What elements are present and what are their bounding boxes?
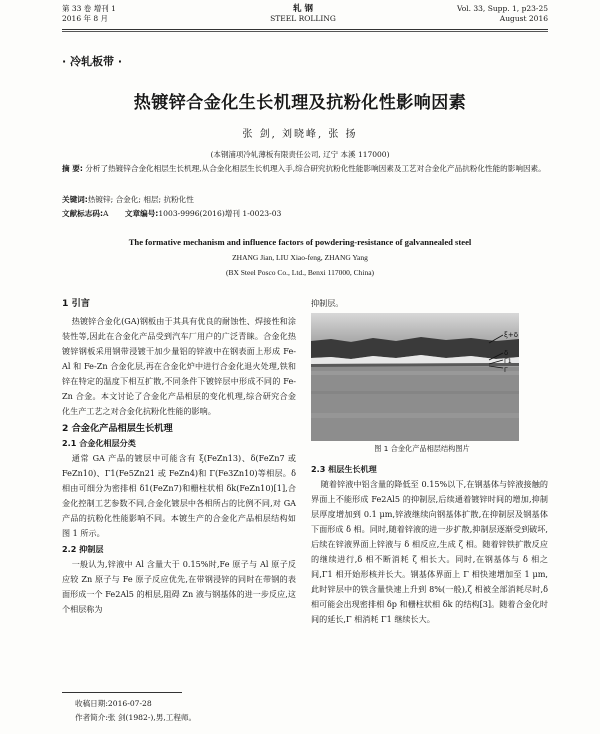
abstract-label: 摘 要: bbox=[62, 164, 83, 173]
heading-introduction: 1 引言 bbox=[62, 298, 90, 309]
header-rule bbox=[62, 29, 548, 30]
inhibition-layer-paragraph: 一般认为,锌液中 Al 含量大于 0.15%时,Fe 原子与 Al 原子反应较 Zn 原子与 Fe 原子反应优先,在带钢浸锌的同时在带钢的表面形成一个 Fe2Al5 的相层,阻碍 Zn 液与钢基体的进一步反应,这个相层称为 bbox=[62, 559, 296, 614]
label-gamma1: Γ1 bbox=[504, 357, 512, 365]
article-label: 文章编号: bbox=[124, 209, 159, 218]
classification bbox=[62, 208, 281, 219]
volume-pages: Vol. 33, Supp. 1, p23-25 August 2016 bbox=[456, 4, 548, 23]
keywords bbox=[62, 194, 194, 205]
substrate-streak-3 bbox=[311, 413, 519, 418]
lead-text: 抑制层。 bbox=[311, 298, 344, 308]
header-rule-thin bbox=[62, 31, 548, 32]
label-xi-delta: ξ+δ bbox=[504, 331, 519, 339]
journal-name: 轧 钢 STEEL ROLLING bbox=[270, 4, 336, 23]
english-affiliation: (BX Steel Posco Co., Ltd., Benxi 117000, China) bbox=[225, 268, 375, 277]
received-date: 收稿日期:2016-07-28 bbox=[75, 699, 152, 708]
substrate-streak-1 bbox=[311, 371, 519, 375]
figure-caption: 图 1 合金化产品相层结构图片 bbox=[374, 444, 470, 453]
abstract bbox=[62, 163, 548, 175]
authors: 张 剑, 刘晓峰, 张 扬 bbox=[242, 129, 358, 140]
right-column-lead bbox=[311, 296, 548, 311]
coating-top-region bbox=[311, 313, 519, 341]
author-intro: 作者简介:张 剑(1982-),男,工程师。 bbox=[75, 713, 197, 722]
phase-classification-paragraph: 通常 GA 产品的镀层中可能含有 ξ(FeZn13)、δ(FeZn7 或 FeZn10)、Γ1(Fe5Zn21 或 FeZn4)和 Γ(Fe3Zn10)等相层。δ 相由可细分为密排相 δ1(FeZn7)和栅柱状相 δk(FeZn10)[1],合金化控制工艺参数不同,合金化镀层中各相所占的比例不同,对 GA 产品的抗粉化性能影响不同。本镀生产的合金化产品相层结构如图 1 所示。 bbox=[62, 453, 296, 538]
english-authors: ZHANG Jian, LIU Xiao-feng, ZHANG Yang bbox=[232, 253, 368, 262]
right-column bbox=[311, 462, 548, 627]
page-title: 热镀锌合金化生长机理及抗粉化性影响因素 bbox=[133, 93, 467, 113]
affiliation: (本钢浦项冷轧薄板有限责任公司, 辽宁 本溪 117000) bbox=[210, 150, 390, 159]
keywords-label: 关键词: bbox=[62, 195, 88, 204]
clc-value: A bbox=[103, 209, 109, 218]
article-value: 1003-9996(2016)增刊 1-0023-03 bbox=[158, 209, 282, 218]
clc-label: 文献标志码: bbox=[62, 209, 104, 218]
section-tag: · 冷轧板带 · bbox=[62, 55, 123, 68]
heading-growth-mechanism: 2 合金化产品相层生长机理 bbox=[62, 423, 173, 434]
steel-substrate bbox=[311, 367, 519, 441]
footnote-rule bbox=[62, 692, 182, 693]
keywords-text: 热镀锌; 合金化; 相层; 抗粉化性 bbox=[87, 195, 194, 204]
label-delta: δ bbox=[504, 349, 509, 357]
left-column bbox=[62, 296, 296, 617]
abstract-text: 分析了热镀锌合金化相层生长机理,从合金化相层生长机理入手,综合研究抗粉化性能影响因素及工艺对合金化产品抗粉化性能的影响因素。 bbox=[85, 164, 546, 173]
english-title: The formative mechanism and influence factors of powdering-resistance of galvannealed steel bbox=[128, 237, 472, 247]
layer-growth-paragraph: 随着锌液中铝含量的降低至 0.15%以下,在钢基体与锌液接触的界面上不能形成 Fe2Al5 的抑制层,后续通着镀锌时间的增加,抑制层厚度增加到 0.1 μm,锌液继续向钢基体扩散,在抑制层及钢基体下面形成 δ 相。同时,随着锌液的进一步扩散,抑制层逐渐受到破坏,后续在锌液界面上锌液与 δ 相反应,生成 ζ 相。随着锌铁扩散反应的继续进行,δ 相不断消耗 ζ 相长大。同时,在钢基体与 δ 相之间,Γ1 相开始形核并长大。钢基体界面上 Γ 相快速增加至 1 μm,此时锌层中的铁含量快速上升到 8%(一般),ζ 相被全部消耗尽时,δ 相可能会出现密排相 δp 和栅柱状相 δk 的结构[3]。随着合金化时间的延长,Γ 相消耗 Γ1 继续长大。 bbox=[311, 479, 548, 624]
heading-layer-growth: 2.3 相层生长机理 bbox=[311, 464, 377, 474]
running-header bbox=[62, 2, 548, 26]
journal-issue: 第 33 卷 增刊 1 2016 年 8 月 bbox=[62, 4, 116, 23]
label-gamma: Γ bbox=[504, 366, 508, 374]
substrate-streak-2 bbox=[311, 391, 519, 394]
figure-micrograph bbox=[311, 313, 519, 441]
micrograph-image bbox=[311, 313, 519, 441]
heading-phase-classification: 2.1 合金化相层分类 bbox=[62, 438, 136, 448]
intro-paragraph: 热镀锌合金化(GA)钢板由于其具有优良的耐蚀性、焊接性和涂装性等,因此在合金化产品受到汽车厂用户的广泛青睐。合金化热镀锌钢板采用钢带浸镀干加少量铝的锌液中在钢表面上形成 Fe-Al 和 Fe-Zn 合金化层,再在合金化炉中进行合金化退火处理,铁和锌在特定的温度下相互扩散,不同条件下镀锌层中形成不同的 Fe-Zn 合金。本文讨论了合金化产品相层的变化机理,综合研究合金化生产工艺之对合金化抗粉化性能的影响。 bbox=[62, 316, 296, 416]
heading-inhibition-layer: 2.2 抑制层 bbox=[62, 544, 104, 554]
